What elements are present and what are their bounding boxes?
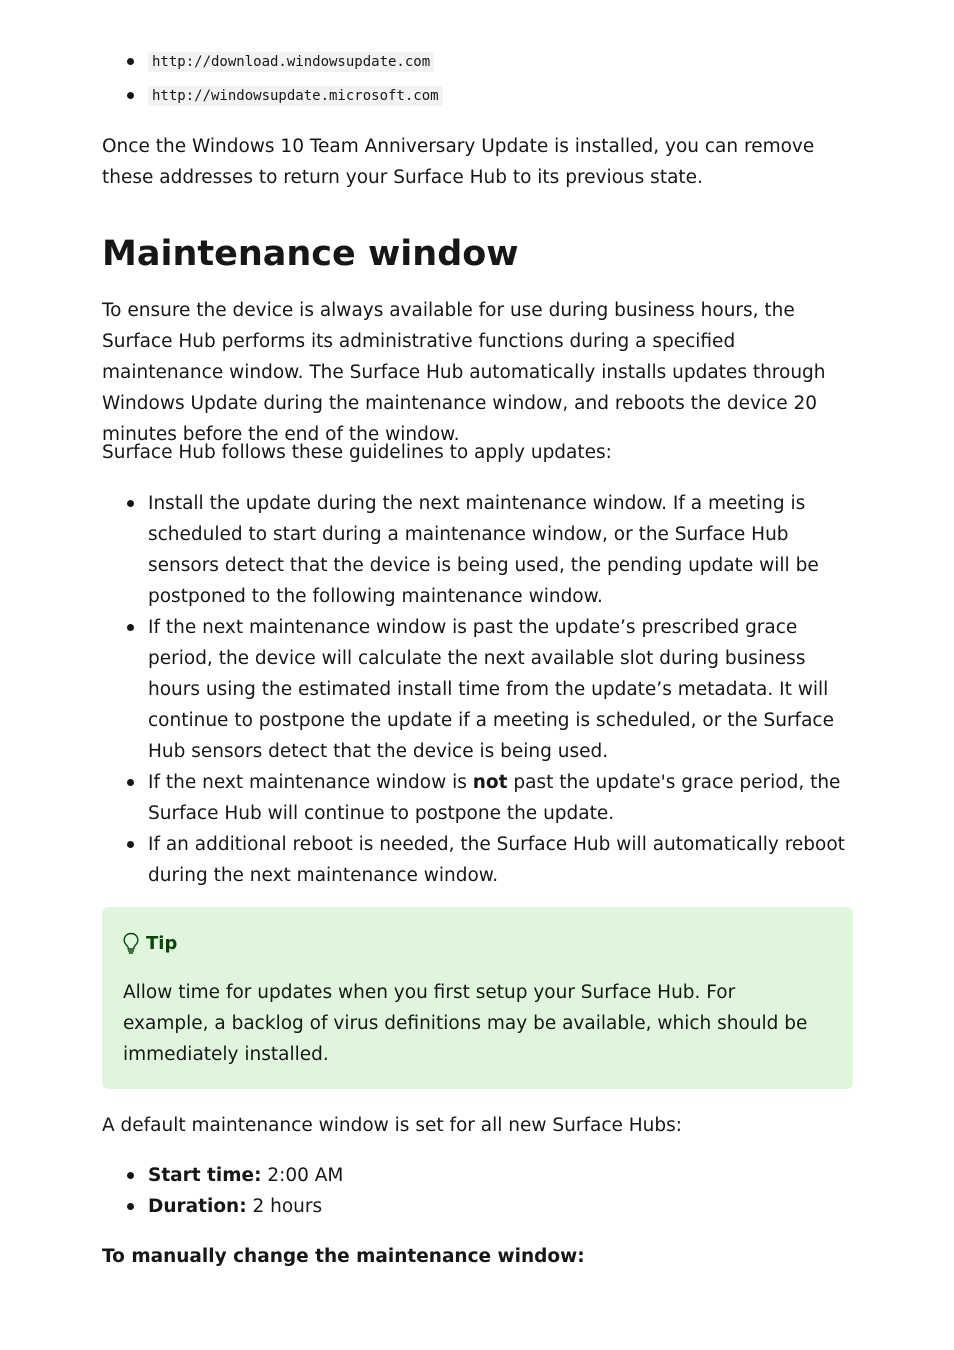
bullet-icon [127, 1203, 134, 1210]
tip-callout [102, 907, 853, 1089]
duration-value: 2 hours [246, 1196, 323, 1217]
url-code: http://windowsupdate.microsoft.com [148, 86, 443, 106]
list-item [102, 48, 443, 82]
guidelines-list [102, 488, 854, 891]
guideline-text: If the next maintenance window is [148, 772, 473, 793]
list-item [102, 1160, 854, 1191]
start-time-value: 2:00 AM [261, 1165, 344, 1186]
bullet-icon [127, 841, 134, 848]
start-time-label: Start time: [148, 1165, 262, 1186]
defaults-intro: A default maintenance window is set for all new Surface Hubs: [102, 1115, 683, 1136]
section-heading: Maintenance window [102, 234, 519, 274]
lightbulb-icon [122, 932, 140, 954]
guideline-text: If the next maintenance window is past the update’s prescribed grace period, the device will calculate the next available slot during business hours using the estimated install time from the update’s metadata. It will continue to postpone the update if a meeting is scheduled, or the Surface Hub sensors detect that the device is being used. [148, 617, 834, 762]
guideline-text: past the update's grace period, the Surface Hub will continue to postpone the update. [148, 772, 841, 824]
update-url-list [102, 48, 443, 116]
list-item [102, 612, 854, 767]
bullet-icon [127, 500, 134, 507]
list-item [102, 767, 854, 829]
list-item [102, 1191, 854, 1222]
manual-change-heading: To manually change the maintenance window: [102, 1246, 585, 1267]
tip-header [122, 929, 177, 957]
maintenance-paragraph: To ensure the device is always available for use during business hours, the Surface Hub performs its administrative functions during a specified maintenance window. The Surface Hub automatically installs updates through Windows Update during the maintenance window, and reboots the device 20 minutes before the end of the window. [102, 300, 826, 445]
guideline-text: Install the update during the next maintenance window. If a meeting is scheduled to start during a maintenance window, or the Surface Hub sensors detect that the device is being used, the pending update will be postponed to the following maintenance window. [148, 493, 819, 607]
url-code: http://download.windowsupdate.com [148, 52, 434, 72]
list-item [102, 82, 443, 116]
guidelines-intro: Surface Hub follows these guidelines to apply updates: [102, 442, 612, 463]
defaults-list [102, 1160, 854, 1222]
bullet-icon [127, 1172, 134, 1179]
duration-label: Duration: [148, 1196, 247, 1217]
guideline-text: If an additional reboot is needed, the Surface Hub will automatically reboot during the next maintenance window. [148, 834, 845, 886]
bullet-icon [127, 779, 134, 786]
bullet-icon [127, 58, 134, 65]
bullet-icon [127, 624, 134, 631]
list-item [102, 488, 854, 612]
bullet-icon [127, 92, 134, 99]
tip-body: Allow time for updates when you first setup your Surface Hub. For example, a backlog of virus definitions may be available, which should be immediately installed. [123, 982, 808, 1065]
list-item [102, 829, 854, 891]
emphasis-not: not [472, 772, 508, 793]
intro-paragraph: Once the Windows 10 Team Anniversary Update is installed, you can remove these addresses to return your Surface Hub to its previous state. [102, 136, 815, 188]
tip-title: Tip [146, 932, 178, 954]
